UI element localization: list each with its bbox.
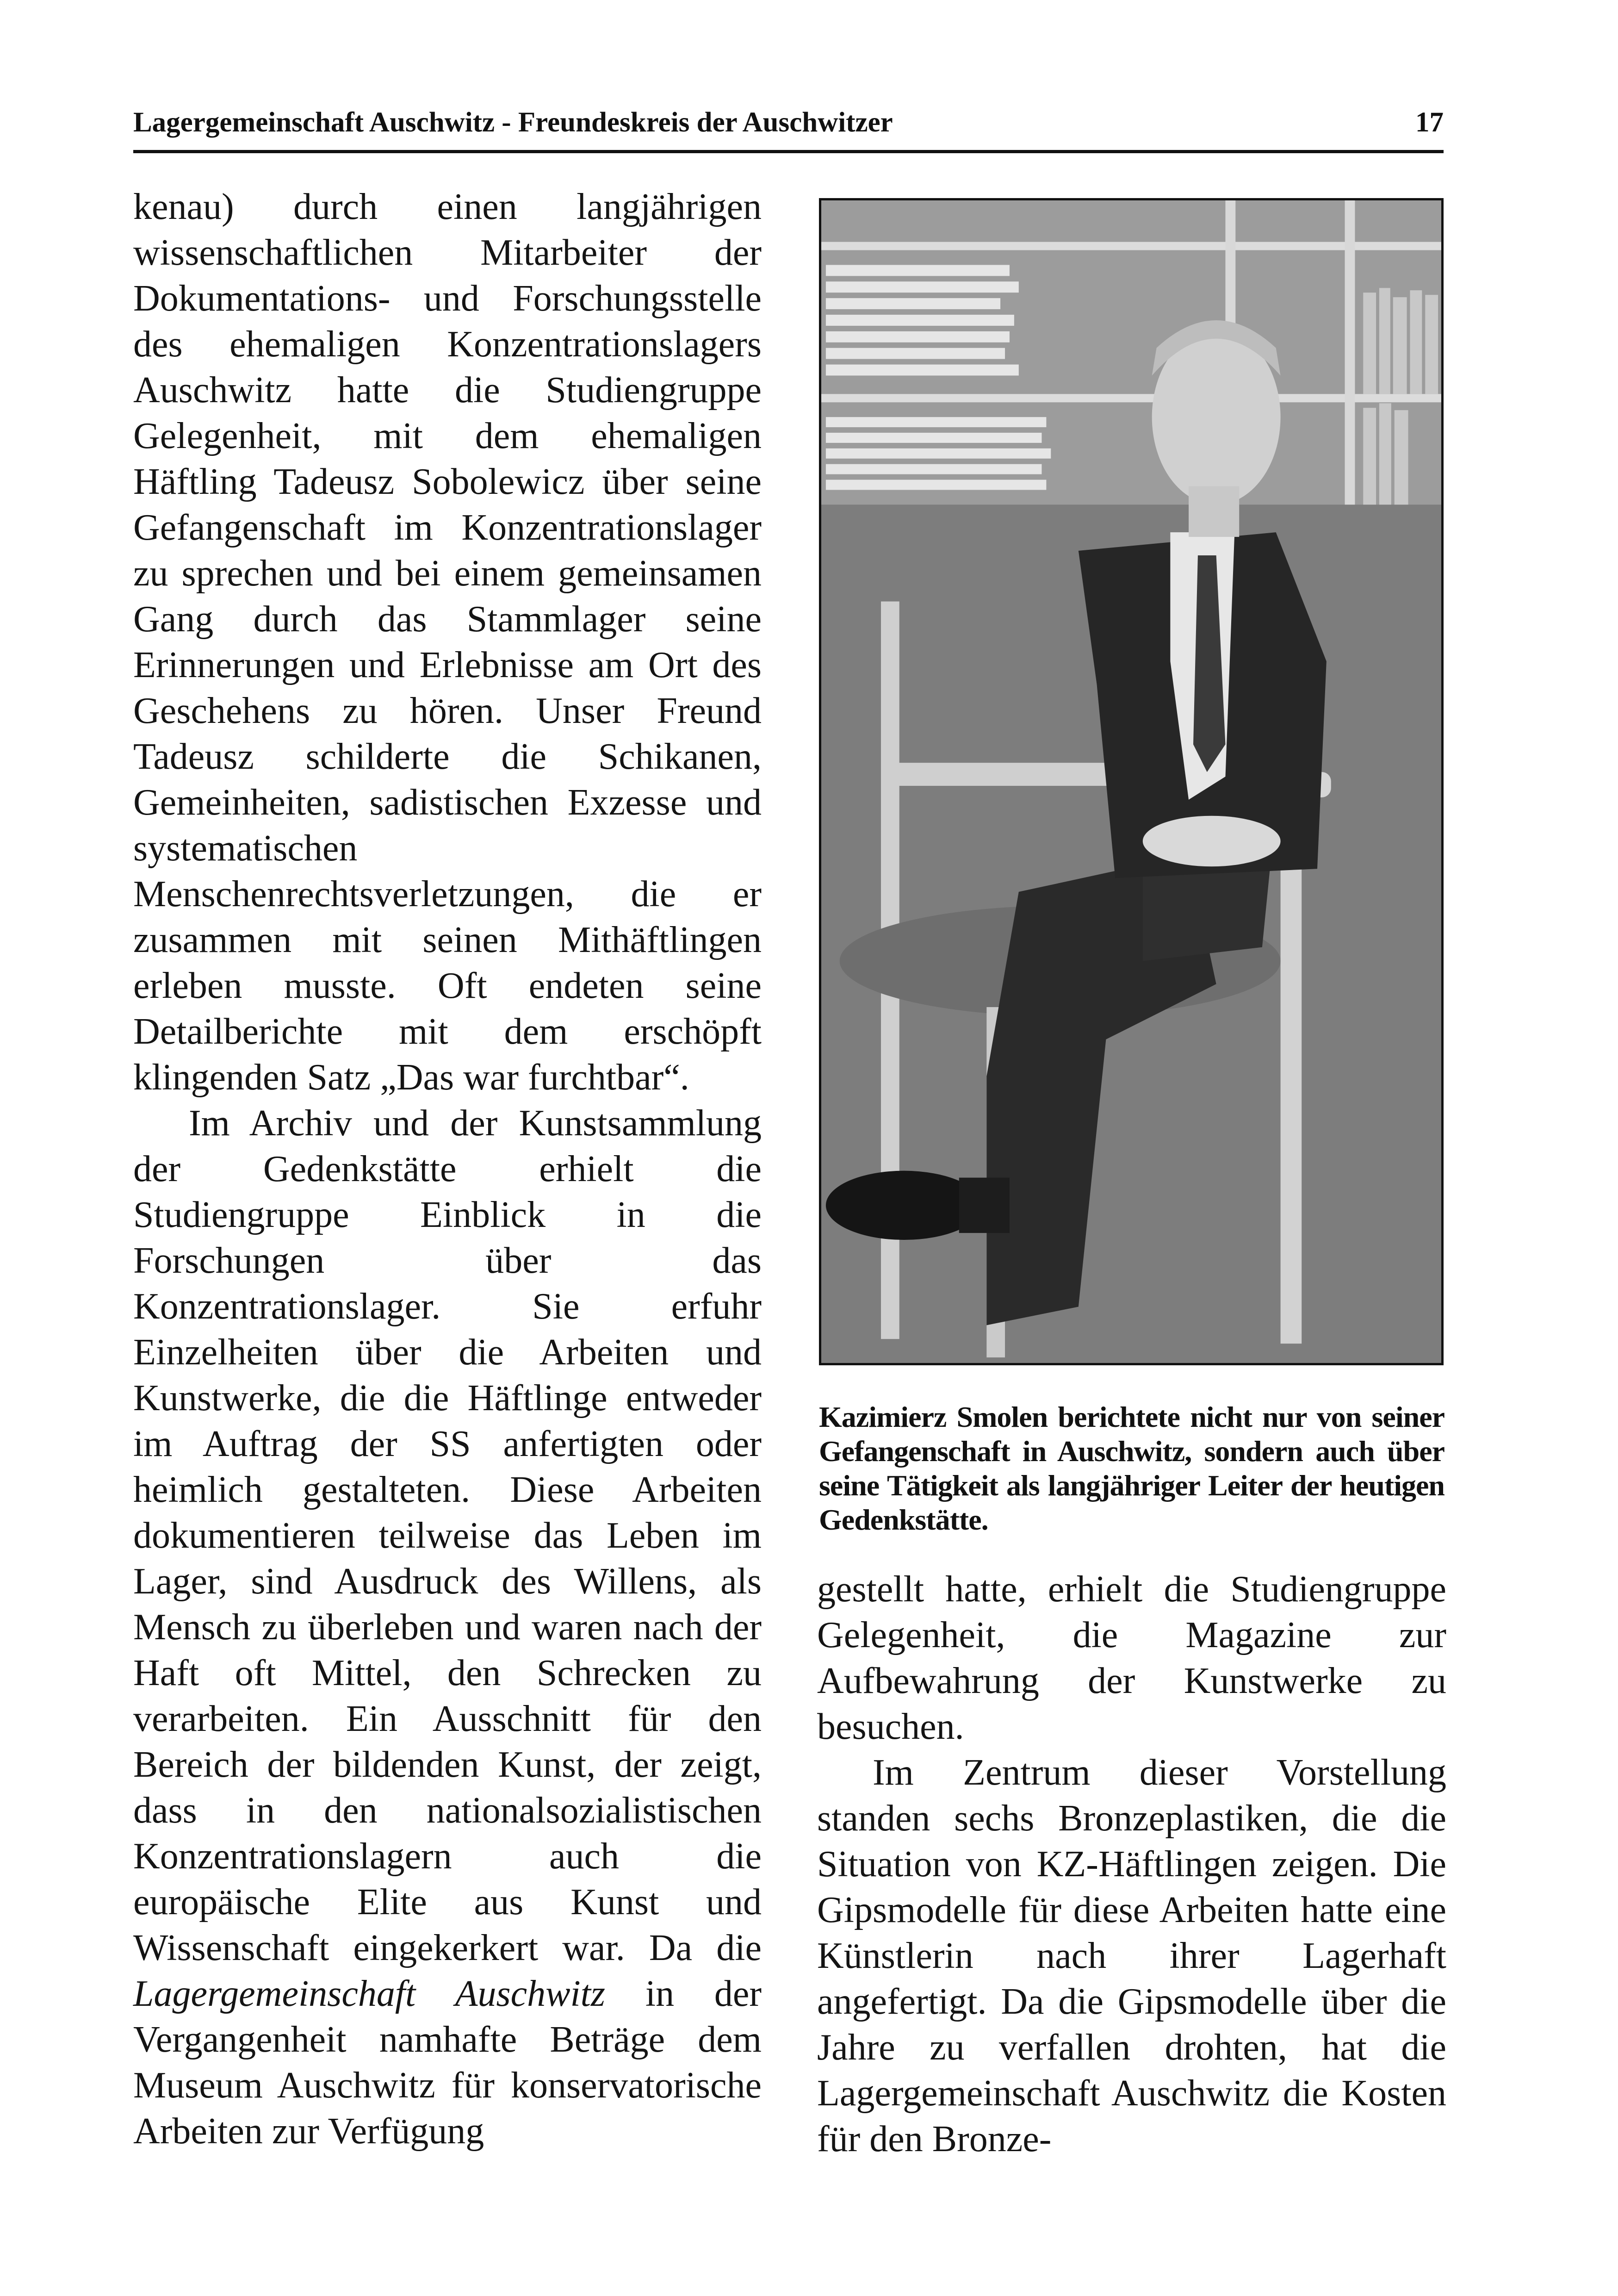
right-paragraph-2: Im Zentrum dieser Vorstellung standen sechs Bronzeplastiken, die die Situation von KZ-Häftlingen zeigen. Die Gipsmodelle für diese Arbeiten hatte eine Künstlerin nach ihrer Lagerhaft angefertigt. Da die Gipsmodelle über die Jahre zu verfallen drohten, hat die Lagergemeinschaft Auschwitz die Kosten für den Bronze- <box>817 1752 1446 2159</box>
left-paragraph-2 <box>133 1101 762 2154</box>
left-paragraph-2-text-b: in der Vergangenheit namhafte Beträge dem Museum Auschwitz für konservatorische Arbeiten zur Verfügung <box>133 1973 762 2152</box>
header-title: Lagergemeinschaft Auschwitz - Freundeskreis der Auschwitzer <box>133 107 893 138</box>
left-paragraph-1: kenau) durch einen langjährigen wissenschaftlichen Mitarbeiter der Dokumentations- und Forschungsstelle des ehemaligen Konzentrationslagers Auschwitz hatte die Studiengruppe Gelegenheit, mit dem ehemaligen Häftling Tadeusz Sobolewicz über seine Gefangenschaft im Konzentrationslager zu sprechen und bei einem gemeinsamen Gang durch das Stammlager seine Erinnerungen und Erlebnisse am Ort des Geschehens zu hören. Unser Freund Tadeusz schilderte die Schikanen, Gemeinheiten, sadistischen Exzesse und systematischen Menschenrechtsverletzungen, die er zusammen mit seinen Mithäftlingen erleben musste. Oft endeten seine Detailberichte mit dem erschöpft klingenden Satz „Das war furchtbar“. <box>133 187 762 1098</box>
photo-illustration <box>821 200 1441 1363</box>
right-column <box>817 1567 1446 2162</box>
left-paragraph-2-text-a: Im Archiv und der Kunstsammlung der Gedenkstätte erhielt die Studiengruppe Einblick in die Forschungen über das Konzentrationslager. Sie erfuhr Einzelheiten über die Arbeiten und Kunstwerke, die die Häftlinge entweder im Auftrag der SS anfertigten oder heimlich gestalteten. Diese Arbeiten dokumentieren teilweise das Leben im Lager, sind Ausdruck des Willens, als Mensch zu überleben und waren nach der Haft oft Mittel, den Schrecken zu verarbeiten. Ein Ausschnitt für den Bereich der bildenden Kunst, der zeigt, dass in den nationalsozialistischen Konzentrationslagern auch die europäische Elite aus Kunst und Wissenschaft eingekerkert war. Da die <box>133 1103 762 1968</box>
right-paragraph-1: gestellt hatte, erhielt die Studiengruppe Gelegenheit, die Magazine zur Aufbewahrung der Kunstwerke zu besuchen. <box>817 1569 1446 1747</box>
left-column <box>133 184 762 2154</box>
running-header <box>133 104 1444 153</box>
caption-text: Kazimierz Smolen berichtete nicht nur von seiner Gefangenschaft in Auschwitz, sondern auch über seine Tätigkeit als langjähriger Leiter der heutigen Gedenkstätte. <box>819 1400 1444 1536</box>
article-photo <box>819 198 1444 1365</box>
page-number: 17 <box>1415 107 1444 138</box>
left-paragraph-2-italic: Lagergemeinschaft Auschwitz <box>133 1973 606 2014</box>
photo-caption <box>819 1400 1444 1537</box>
